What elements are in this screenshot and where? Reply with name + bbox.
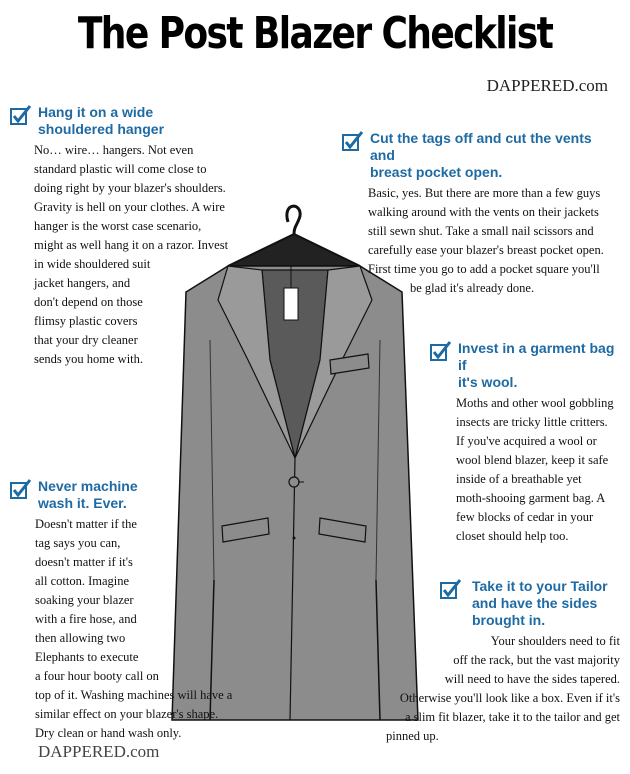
tip-body-line: soaking your blazer — [35, 593, 134, 607]
tip-body-line: Doesn't matter if the — [35, 517, 137, 531]
tip-body-line: Elephants to execute — [35, 650, 139, 664]
tip-heading-line: shouldered hanger — [38, 121, 165, 137]
checkbox-check-icon — [342, 131, 364, 151]
tip-body-line: Basic, yes. But there are more than a few guys — [368, 186, 601, 200]
tip-heading-line: Never machine — [38, 478, 138, 494]
tip-heading-line: Cut the tags off and cut the vents and — [370, 130, 592, 163]
tip-body-line: a four hour booty call on — [35, 669, 159, 683]
tip-body-line: jacket hangers, and — [34, 276, 131, 290]
tip-heading-line: Hang it on a wide — [38, 104, 154, 120]
tip-heading-line: Take it to your Tailor — [472, 578, 608, 594]
tip-heading-line: wash it. Ever. — [38, 495, 127, 511]
tip-garment-bag — [428, 340, 624, 546]
tip-body-line: don't depend on those — [34, 295, 143, 309]
tip-body-line: hanger is the worst case scenario, — [34, 219, 202, 233]
tip-heading-line: and have the sides — [472, 595, 598, 611]
tip-no-machine-wash — [8, 478, 252, 743]
tip-body-line: inside of a breathable yet — [456, 472, 582, 486]
tip-body-line: tag says you can, — [35, 536, 121, 550]
tip-body-line: then allowing two — [35, 631, 126, 645]
tip-heading-line: it's wool. — [458, 374, 518, 390]
tip-body-line: Otherwise you'll look like a box. Even if it's — [399, 691, 620, 705]
tip-body-line: few blocks of cedar in your — [456, 510, 594, 524]
tip-body-line: standard plastic will come close to — [34, 162, 207, 176]
tip-heading-line: brought in. — [472, 612, 546, 628]
tip-body-line: top of it. Washing machines will have a — [35, 688, 233, 702]
tip-body-line: doesn't matter if it's — [35, 555, 133, 569]
tip-tailor — [380, 578, 624, 746]
tip-body-line: First time you go to add a pocket square you'll — [368, 262, 600, 276]
tip-hang-hanger — [8, 104, 248, 369]
tip-body-line: pinned up. — [386, 729, 439, 743]
tip-body-line: off the rack, but the vast majority — [453, 653, 620, 667]
tip-body-line: will need to have the sides tapered. — [444, 672, 620, 686]
tip-body-line: a slim fit blazer, take it to the tailor and get — [404, 710, 620, 724]
brand-logo-bottom: DAPPERED.com — [38, 742, 160, 761]
tip-body-line: sends you home with. — [34, 352, 144, 366]
tip-body-line: with a fire hose, and — [35, 612, 137, 626]
tip-body-line: closet should help too. — [456, 529, 569, 543]
tip-body-line: Moths and other wool gobbling — [456, 396, 614, 410]
tip-body-line: Your shoulders need to fit — [490, 634, 620, 648]
tip-body-line: Gravity is hell on your clothes. A wire — [34, 200, 225, 214]
tip-body-line: If you've acquired a wool or — [456, 434, 597, 448]
tip-body-line: similar effect on your blazer's shape. — [35, 707, 219, 721]
tip-body-line: carefully ease your blazer's breast pocket open. — [368, 243, 604, 257]
tip-heading-line: breast pocket open. — [370, 164, 503, 180]
checkbox-check-icon — [10, 479, 32, 499]
tip-body-line: in wide shouldered suit — [34, 257, 151, 271]
tip-body-line: flimsy plastic covers — [34, 314, 138, 328]
tip-body-line: insects are tricky little critters. — [456, 415, 608, 429]
tip-cut-tags — [340, 130, 620, 298]
tip-body-line: still sewn shut. Take a small nail scissors and — [368, 224, 594, 238]
checkbox-check-icon — [440, 579, 462, 599]
tip-body-line: that your dry cleaner — [34, 333, 138, 347]
checkbox-check-icon — [430, 341, 452, 361]
tip-body-line: wool blend blazer, keep it safe — [456, 453, 609, 467]
tip-body-line: be glad it's already done. — [410, 281, 535, 295]
tip-body-line: doing right by your blazer's shoulders. — [34, 181, 226, 195]
tip-body-line: walking around with the vents on their jackets — [368, 205, 599, 219]
tip-heading-line: Invest in a garment bag if — [458, 340, 615, 373]
tip-body-line: Dry clean or hand wash only. — [35, 726, 182, 740]
page-title: The Post Blazer Checklist — [77, 8, 553, 59]
tip-body-line: No… wire… hangers. Not even — [34, 143, 194, 157]
tip-body-line: moth-shooing garment bag. A — [456, 491, 606, 505]
tip-body-line: might as well hang it on a razor. Invest — [34, 238, 229, 252]
tip-body-line: all cotton. Imagine — [35, 574, 130, 588]
checkbox-check-icon — [10, 105, 32, 125]
brand-logo-top: DAPPERED.com — [486, 76, 608, 95]
